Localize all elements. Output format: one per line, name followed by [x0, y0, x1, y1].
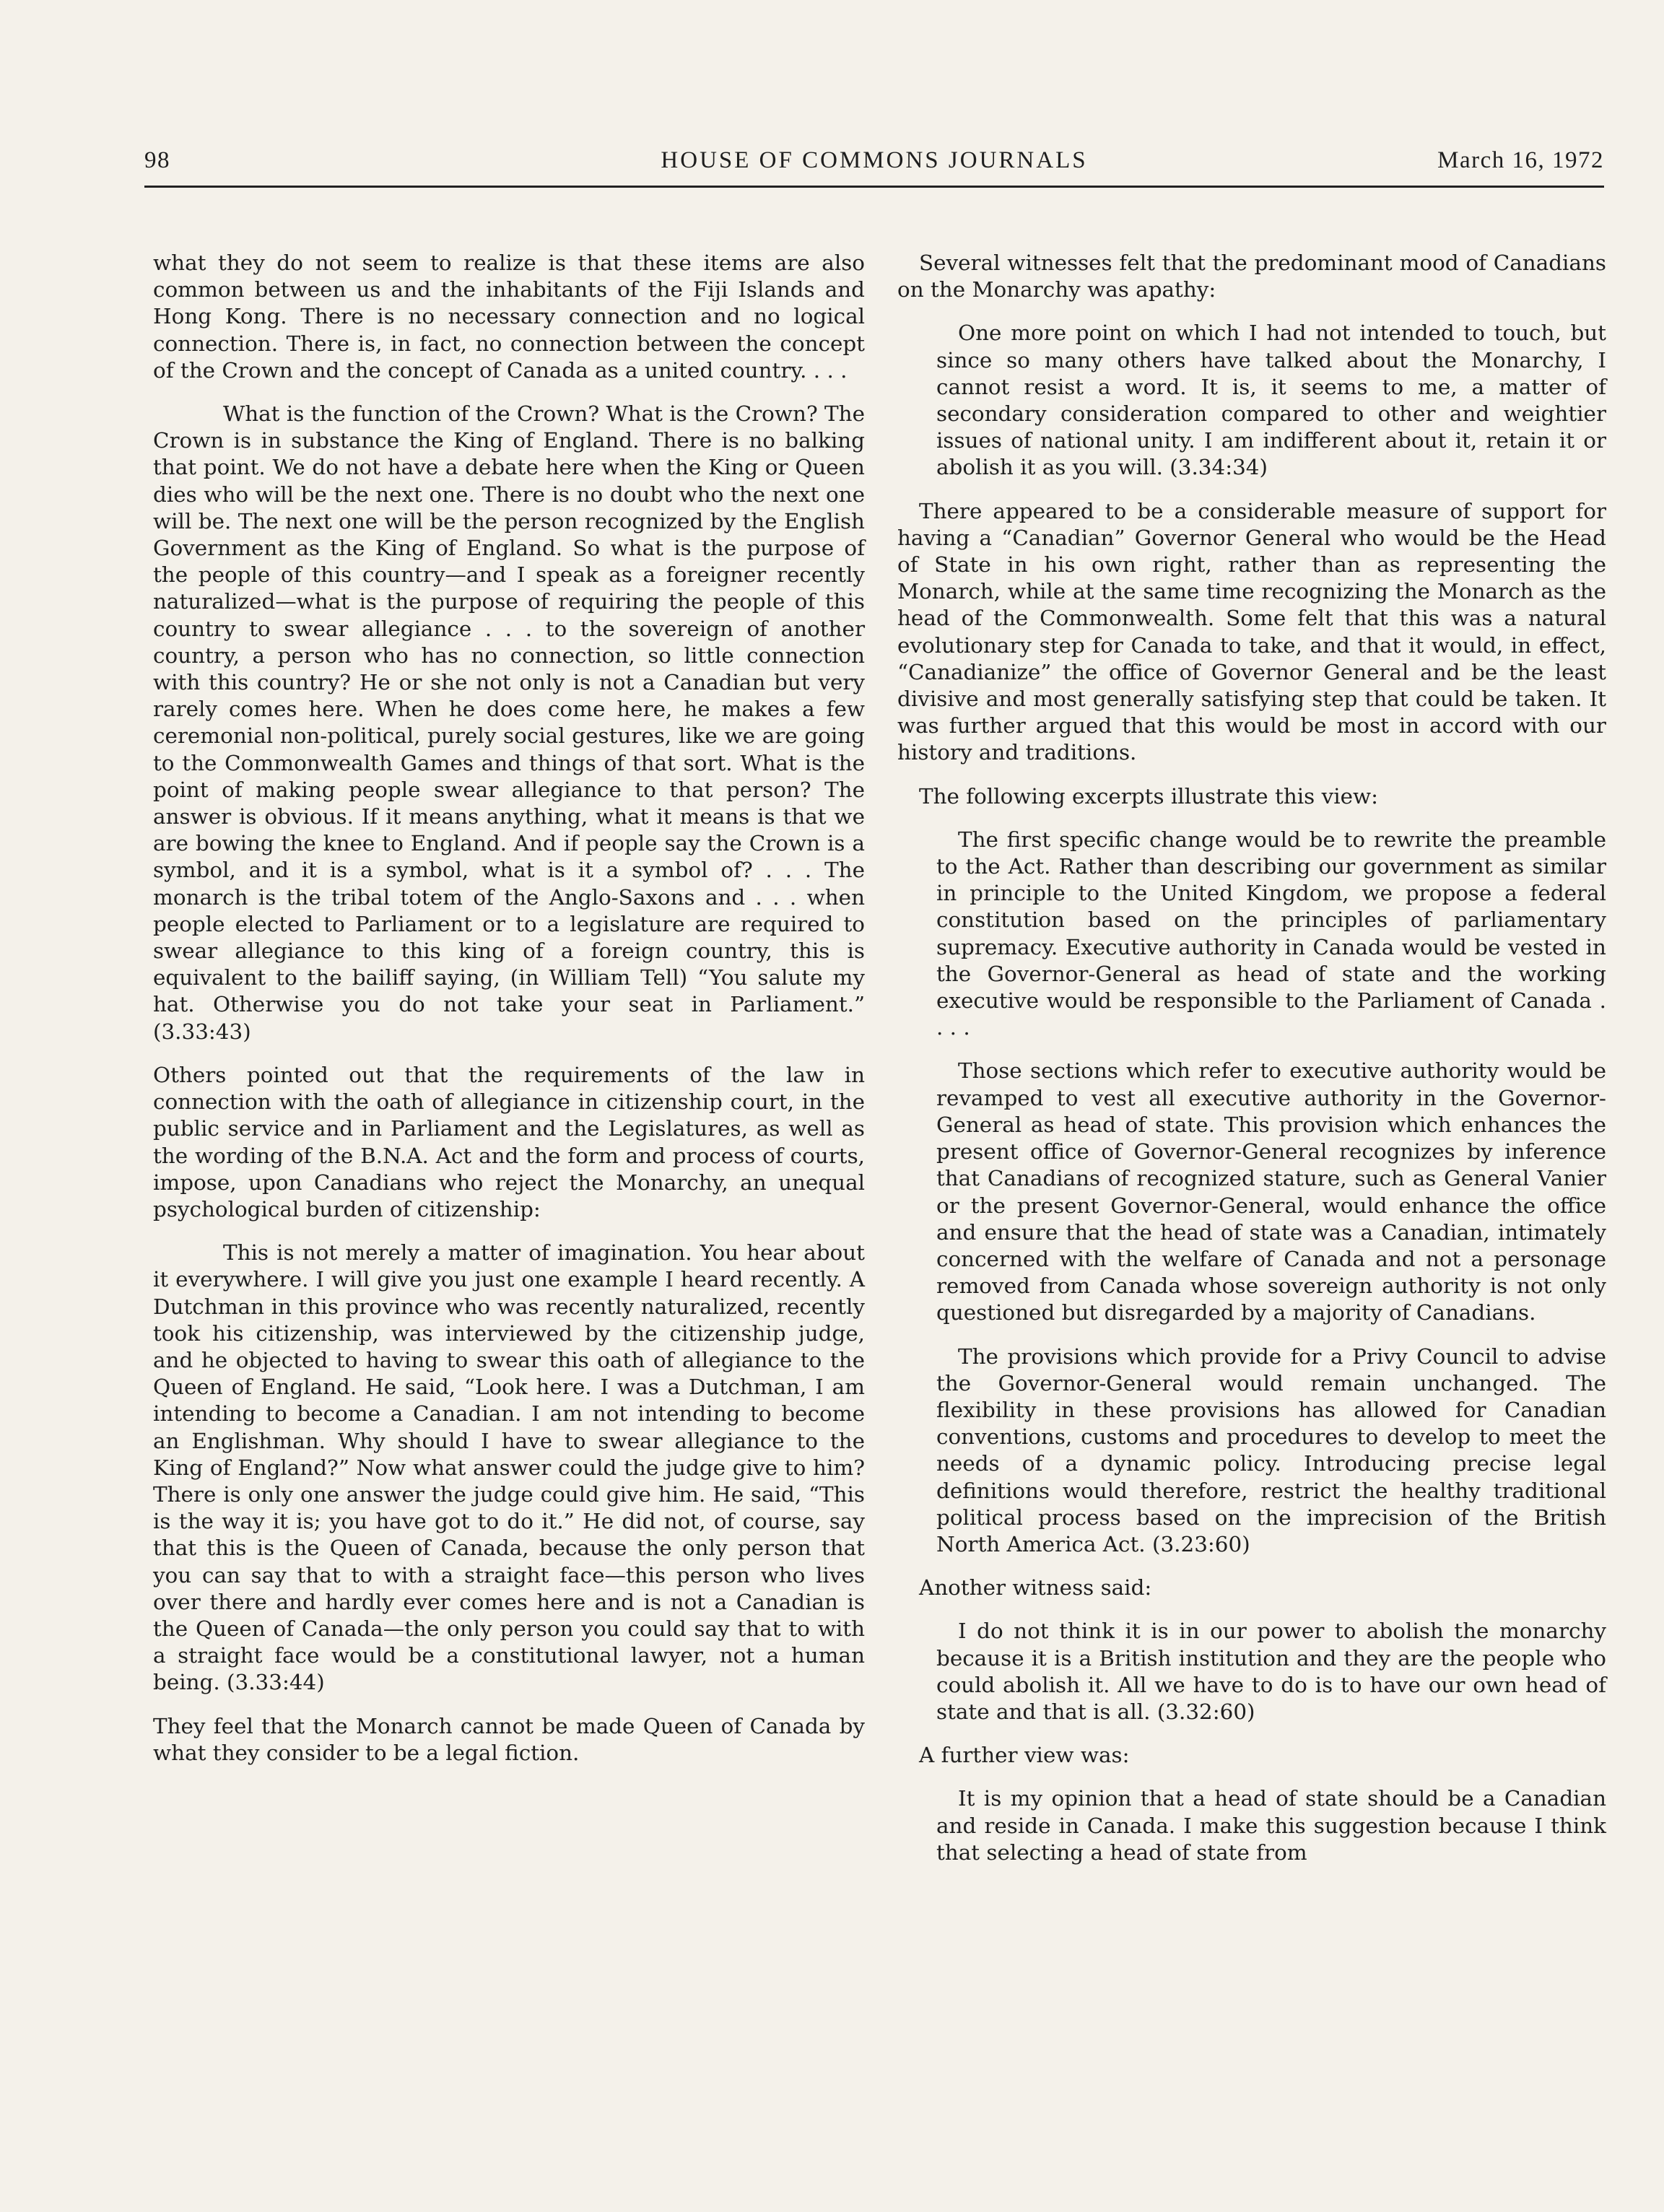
header-rule — [144, 186, 1604, 188]
quote-paragraph: The provisions which provide for a Privy Council to advise the Governor-General would remain unchanged. The flexibility in these provisions has allowed for Canadian conventions, customs and procedures to develop to meet the needs of a dynamic policy. Introducing precise legal definitions would therefore, restrict the healthy traditional political process based on the imprecision of the British North America Act. (3.23:60) — [936, 1344, 1606, 1556]
quote-paragraph: I do not think it is in our power to abolish the monarchy because it is a British institution and they are the people who could abolish it. All we have to do is to have our own head of state and that is all. (3.32:60) — [936, 1619, 1606, 1724]
header-date: March 16, 1972 — [1437, 147, 1604, 173]
left-column — [153, 250, 865, 1783]
body-paragraph: Another witness said: — [919, 1575, 1152, 1601]
body-paragraph: There appeared to be a considerable measure of support for having a “Canadian” Governor General who would be the Head of State in his own right, rather than as representing the Monarch, while at the same time recognizing the Monarch as the head of the Commonwealth. Some felt that this was a natural evolutionary step for Canada to take, and that it would, in effect, “Canadianize” the office of Governor General and be the least divisive and most generally satisfying step that could be taken. It was further argued that this would be most in accord with our history and traditions. — [897, 498, 1606, 765]
quote-paragraph: It is my opinion that a head of state should be a Canadian and reside in Canada. I make this suggestion because I think that selecting a head of state from — [936, 1786, 1606, 1865]
body-paragraph: Several witnesses felt that the predominant mood of Canadians on the Monarchy was apathy: — [897, 251, 1606, 302]
right-column — [897, 250, 1606, 1883]
body-paragraph: They feel that the Monarch cannot be made Queen of Canada by what they consider to be a legal fiction. — [153, 1713, 865, 1765]
quote-paragraph: This is not merely a matter of imagination. You hear about it everywhere. I will give you just one example I heard recently. A Dutchman in this province who was recently naturalized, recently took his citizenship, was interviewed by the citizenship judge, and he objected to having to swear this oath of allegiance to the Queen of England. He said, “Look here. I was a Dutchman, I am intending to become a Canadian. I am not intending to become an Englishman. Why should I have to swear allegiance to the King of England?” Now what answer could the judge give to him? There is only one answer the judge could give him. He said, “This is the way it is; you have got to do it.” He did not, of course, say that this is the Queen of Canada, because the only person that you can say that to with a straight face—this person who lives over there and hardly ever comes here and is not a Canadian is the Queen of Canada—the only person you could say that to with a straight face would be a constitutional lawyer, not a human being. (3.33:44) — [153, 1240, 865, 1695]
quote-paragraph: The first specific change would be to rewrite the preamble to the Act. Rather than describing our government as similar in principle to the United Kingdom, we propose a federal constitution based on the principles of parliamentary supremacy. Executive authority in Canada would be vested in the Governor-General as head of state and the working executive would be responsible to the Parliament of Canada . . . . — [936, 827, 1606, 1040]
quote-paragraph: Those sections which refer to executive authority would be revamped to vest all executive authority in the Governor-General as head of state. This provision which enhances the present office of Governor-General recognizes by inference that Canadians of recognized stature, such as General Vanier or the present Governor-General, would enhance the office and ensure that the head of state was a Canadian, intimately concerned with the welfare of Canada and not a personage removed from Canada whose sovereign authority is not only questioned but disregarded by a majority of Canadians. — [936, 1058, 1606, 1325]
running-header — [144, 147, 1604, 185]
body-paragraph: Others pointed out that the requirements of the law in connection with the oath of allegiance in citizenship court, in the public service and in Parliament and the Legislatures, as well as the wording of the B.N.A. Act and the form and process of courts, impose, upon Canadians who reject the Monarchy, an unequal psychological burden of citizenship: — [153, 1062, 865, 1222]
quote-paragraph: What is the function of the Crown? What is the Crown? The Crown is in substance the King of England. There is no balking that point. We do not have a debate here when the King or Queen dies who will be the next one. There is no doubt who the next one will be. The next one will be the person recognized by the English Government as the King of England. So what is the purpose of the people of this country—and I speak as a foreigner recently naturalized—what is the purpose of requiring the people of this country to swear allegiance . . . to the sovereign of another country, a person who has no connection, so little connection with this country? He or she not only is not a Canadian but very rarely comes here. When he does come here, he makes a few ceremonial non-political, purely social gestures, like we are going to the Commonwealth Games and things of that sort. What is the point of making people swear allegiance to that person? The answer is obvious. If it means anything, what it means is that we are bowing the knee to England. And if people say the Crown is a symbol, and it is a symbol, what is it a symbol of? . . . The monarch is the tribal totem of the Anglo-Saxons and . . . when people elected to Parliament or to a legislature are required to swear allegiance to this king of a foreign country, this is equivalent to the bailiff saying, (in William Tell) “You salute my hat. Otherwise you do not take your seat in Parliament.” (3.33:43) — [153, 401, 865, 1044]
journal-title: HOUSE OF COMMONS JOURNALS — [661, 147, 1088, 173]
body-paragraph: A further view was: — [919, 1743, 1130, 1768]
page-number: 98 — [144, 147, 170, 173]
body-paragraph: The following excerpts illustrate this view: — [919, 783, 1379, 809]
quote-paragraph: One more point on which I had not intended to touch, but since so many others have talked about the Monarchy, I cannot resist a word. It is, it seems to me, a matter of secondary consideration compared to other and weightier issues of national unity. I am indifferent about it, retain it or abolish it as you will. (3.34:34) — [936, 321, 1606, 480]
quote-paragraph: what they do not seem to realize is that these items are also common between us and the inhabitants of the Fiji Islands and Hong Kong. There is no necessary connection and no logical connection. There is, in fact, no connection between the concept of the Crown and the concept of Canada as a united country. . . . — [153, 251, 865, 383]
